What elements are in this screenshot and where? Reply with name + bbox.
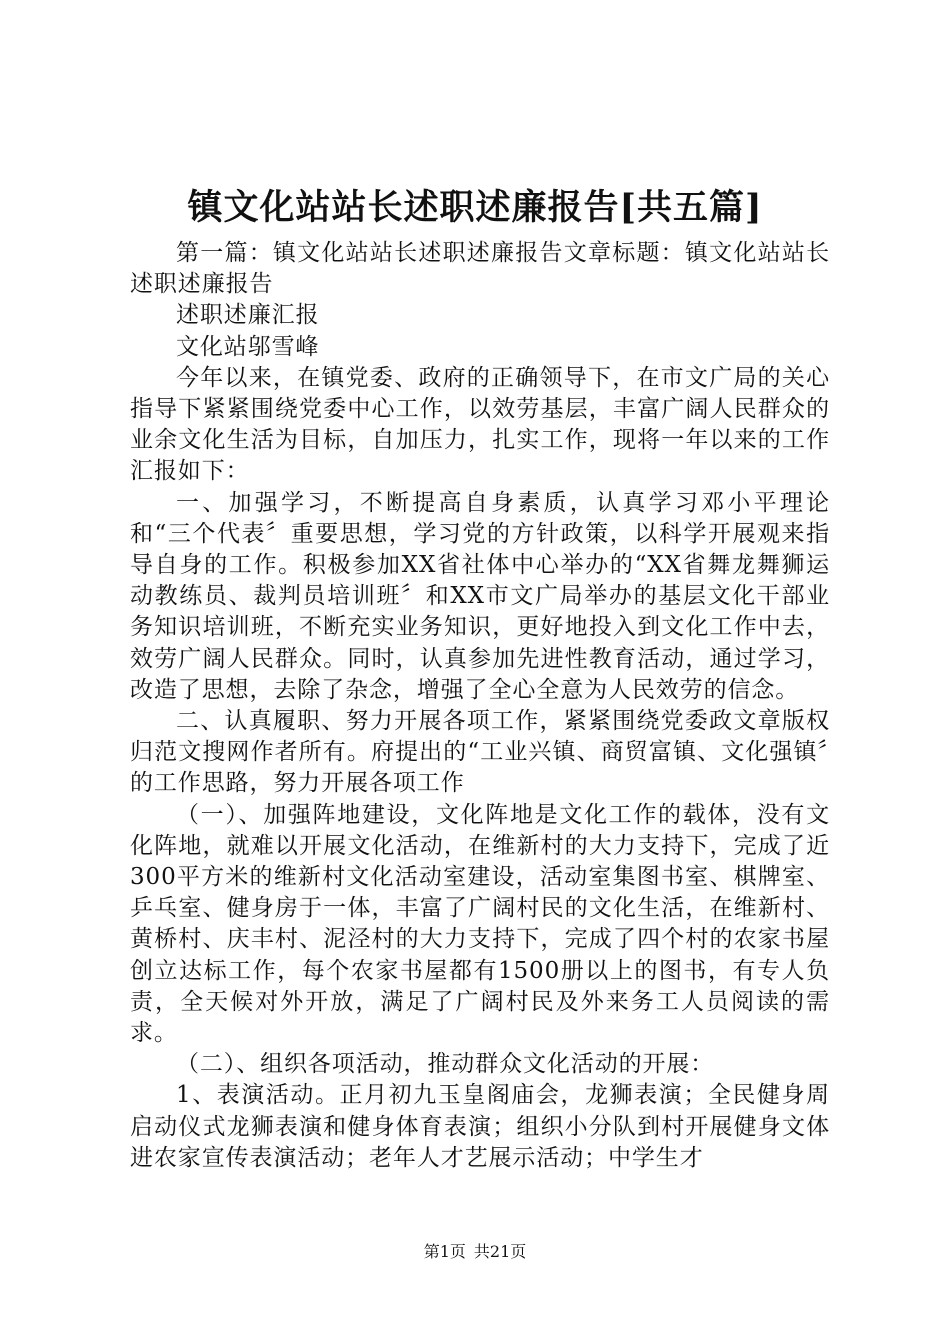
page-current: 第1页 — [423, 1242, 466, 1261]
document-body — [130, 238, 830, 1174]
paragraph: （二）、组织各项活动，推动群众文化活动的开展： — [176, 1051, 715, 1078]
page-footer — [0, 1242, 950, 1262]
paragraph: 今年以来，在镇党委、政府的正确领导下，在市文广局的关心指导下紧紧围绕党委中心工作，以效劳基层，丰富广阔人民群众的业余文化生活为目标，自加压力，扎实工作，现将一年以来的工作汇报如下： — [130, 364, 830, 485]
paragraph: 二、认真履职、努力开展各项工作，紧紧围绕党委政文章版权归范文搜网作者所有。府提出的“工业兴镇、商贸富镇、文化强镇〞的工作思路，努力开展各项工作 — [130, 708, 830, 797]
paragraph: 第一篇：镇文化站站长述职述廉报告文章标题：镇文化站站长述职述廉报告 — [130, 240, 830, 298]
paragraph: （一）、加强阵地建设，文化阵地是文化工作的载体，没有文化阵地，就难以开展文化活动，在维新村的大力支持下，完成了近300平方米的维新村文化活动室建设，活动室集图书室、棋牌室、乒乓室、健身房于一体，丰富了广阔村民的文化生活，在维新村、黄桥村、庆丰村、泥泾村的大力支持下，完成了四个村的农家书屋创立达标工作，每个农家书屋都有1500册以上的图书，有专人负责，全天候对外开放，满足了广阔村民及外来务工人员阅读的需求。 — [130, 801, 830, 1047]
page-total: 共21页 — [473, 1242, 527, 1261]
paragraph: 一、加强学习，不断提高自身素质，认真学习邓小平理论和“三个代表〞重要思想，学习党的方针政策，以科学开展观来指导自身的工作。积极参加XX省社体中心举办的“XX省舞龙舞狮运动教练员、裁判员培训班〞和XX市文广局举办的基层文化干部业务知识培训班，不断充实业务知识，更好地投入到文化工作中去，效劳广阔人民群众。同时，认真参加先进性教育活动，通过学习，改造了思想，去除了杂念，增强了全心全意为人民效劳的信念。 — [130, 489, 830, 703]
paragraph: 1、表演活动。正月初九玉皇阁庙会，龙狮表演；全民健身周启动仪式龙狮表演和健身体育表演；组织小分队到村开展健身文体进农家宣传表演活动；老年人才艺展示活动；中学生才 — [130, 1082, 830, 1171]
document-title: 镇文化站站长述职述廉报告[共五篇] — [187, 187, 763, 228]
paragraph: 文化站邬雪峰 — [176, 333, 320, 360]
paragraph: 述职述廉汇报 — [176, 302, 320, 329]
